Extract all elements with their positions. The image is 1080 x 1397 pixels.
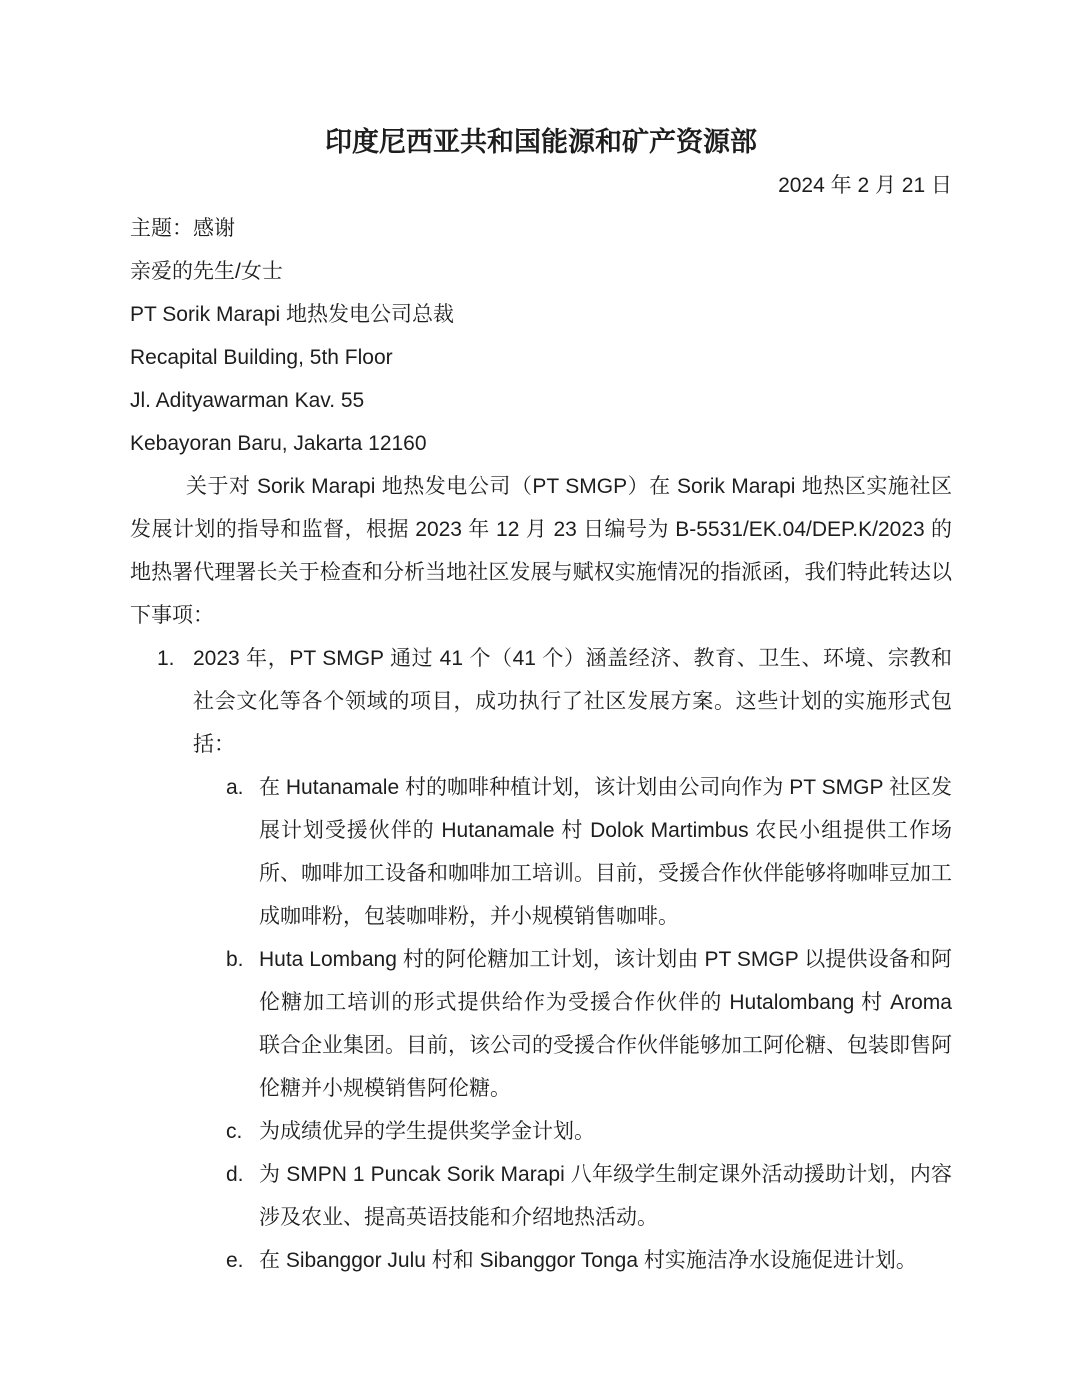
sub-item-e [130,1239,952,1282]
sub-item-d-text: 为 SMPN 1 Puncak Sorik Marapi 八年级学生制定课外活动援助计划，内容涉及农业、提高英语技能和介绍地热活动。 [259,1163,952,1229]
recipient-line-city: Kebayoran Baru, Jakarta 12160 [130,432,427,455]
recipient-line-street: Jl. Adityawarman Kav. 55 [130,389,365,412]
recipient-line-building: Recapital Building, 5th Floor [130,346,393,369]
sub-item-c-text: 为成绩优异的学生提供奖学金计划。 [259,1120,595,1143]
sub-item-c-marker: c. [226,1120,243,1143]
sub-item-d-marker: d. [226,1163,244,1186]
letter-content [130,121,952,1282]
sub-item-a-text: 在 Hutanamale 村的咖啡种植计划，该计划由公司向作为 PT SMGP 社区发展计划受援伙伴的 Hutanamale 村 Dolok Martimbus 农民小组提供工作场所、咖啡加工设备和咖啡加工培训。目前，受援合作伙伴能够将咖啡豆加工成咖啡粉，包装咖啡粉，并小规模销售咖啡。 [259,776,952,928]
numbered-item-1 [130,637,952,766]
sub-item-a-marker: a. [226,776,244,799]
sub-item-b-marker: b. [226,948,244,971]
sub-item-b [130,938,952,1110]
sub-item-c [130,1110,952,1153]
salutation-line: 亲爱的先生/女士 [130,260,283,283]
sub-item-b-text: Huta Lombang 村的阿伦糖加工计划，该计划由 PT SMGP 以提供设备和阿伦糖加工培训的形式提供给作为受援合作伙伴的 Hutalombang 村 Aroma 联合企业集团。目前，该公司的受援合作伙伴能够加工阿伦糖、包装即售阿伦糖并小规模销售阿伦糖。 [259,948,952,1100]
numbered-item-1-marker: 1. [157,647,175,670]
numbered-item-1-text: 2023 年，PT SMGP 通过 41 个（41 个）涵盖经济、教育、卫生、环境、宗教和社会文化等各个领域的项目，成功执行了社区发展方案。这些计划的实施形式包括： [193,647,952,756]
recipient-address [130,293,952,465]
sub-item-e-marker: e. [226,1249,244,1272]
sub-item-a [130,766,952,938]
letter-date: 2024 年 2 月 21 日 [778,174,952,197]
sub-item-e-text: 在 Sibanggor Julu 村和 Sibanggor Tonga 村实施洁净水设施促进计划。 [259,1249,917,1272]
intro-paragraph: 关于对 Sorik Marapi 地热发电公司（PT SMGP）在 Sorik Marapi 地热区实施社区发展计划的指导和监督，根据 2023 年 12 月 23 日编号为 B-5531/EK.04/DEP.K/2023 的地热署代理署长关于检查和分析当地社区发展与赋权实施情况的指派函，我们特此转达以下事项： [130,475,952,627]
subject-line: 主题：感谢 [130,217,235,240]
recipient-line-company: PT Sorik Marapi 地热发电公司总裁 [130,303,454,326]
letter-title: 印度尼西亚共和国能源和矿产资源部 [325,127,757,157]
sub-item-d [130,1153,952,1239]
